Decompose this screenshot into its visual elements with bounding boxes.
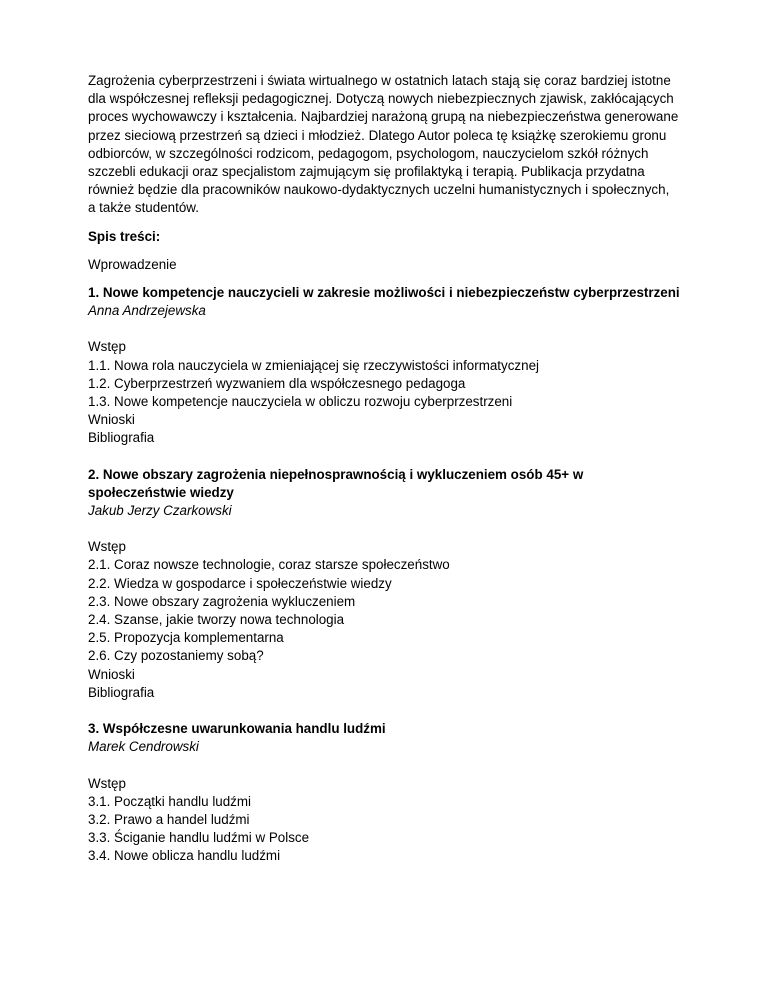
toc-entry: 1.1. Nowa rola nauczyciela w zmieniającej się rzeczywistości informatycznej	[88, 357, 539, 373]
toc-chapter	[88, 284, 680, 448]
toc-preface: Wprowadzenie	[88, 256, 177, 272]
toc-entry: 3.4. Nowe oblicza handlu ludźmi	[88, 848, 281, 864]
toc-entry: 3.2. Prawo a handel ludźmi	[88, 811, 250, 827]
toc-entry: Wstęp	[88, 539, 126, 555]
intro-paragraph: Zagrożenia cyberprzestrzeni i świata wirtualnego w ostatnich latach stają się coraz bardziej istotne dla współczesnej refleksji pedagogicznej. Dotyczą nowych niebezpiecznych zjawisk, zakłócających proces wychowawczy i kształcenia. Najbardziej narażoną grupą na niebezpieczeństwa generowane przez sieciową przestrzeń są dzieci i młodzież. Dlatego Autor poleca tę książkę szerokiemu gronu odbiorców, w szczególności rodzicom, pedagogom, psychologom, nauczycielom szkół różnych szczebli edukacji oraz specjalistom zajmującym się profilaktyką i terapią. Publikacja przydatna również będzie dla pracowników naukowo-dydaktycznych uczelni humanistycznych i społecznych, a także studentów.	[88, 73, 679, 216]
toc-entry: Wstęp	[88, 339, 126, 355]
toc-entry: 2.1. Coraz nowsze technologie, coraz starsze społeczeństwo	[88, 557, 450, 573]
toc-entry: 2.5. Propozycja komplementarna	[88, 630, 284, 646]
chapter-title: 1. Nowe kompetencje nauczycieli w zakresie możliwości i niebezpieczeństw cyberprzestrzeni	[88, 285, 680, 301]
toc-chapter	[88, 466, 680, 702]
toc-entry: 2.6. Czy pozostaniemy sobą?	[88, 648, 264, 664]
chapter-title: 2. Nowe obszary zagrożenia niepełnosprawnością i wykluczeniem osób 45+ w społeczeństwie wiedzy	[88, 466, 584, 500]
toc-entry: Wnioski	[88, 666, 135, 682]
toc-entry: 2.2. Wiedza w gospodarce i społeczeństwie wiedzy	[88, 575, 392, 591]
toc-entry: 3.1. Początki handlu ludźmi	[88, 793, 252, 809]
chapter-author: Anna Andrzejewska	[88, 303, 206, 319]
chapter-author: Marek Cendrowski	[88, 739, 199, 755]
toc-entry: 3.3. Ściganie handlu ludźmi w Polsce	[88, 830, 310, 846]
toc-entry: Wnioski	[88, 412, 135, 428]
toc-chapter	[88, 720, 680, 865]
chapter-author: Jakub Jerzy Czarkowski	[88, 503, 232, 519]
toc-entry: 1.2. Cyberprzestrzeń wyzwaniem dla współczesnego pedagoga	[88, 375, 466, 391]
toc-heading: Spis treści:	[88, 228, 161, 244]
toc-entry: 2.3. Nowe obszary zagrożenia wykluczeniem	[88, 593, 356, 609]
chapter-spacer	[88, 520, 680, 538]
document-page	[88, 72, 680, 884]
toc-entry: Bibliografia	[88, 430, 155, 446]
toc-entry: 1.3. Nowe kompetencje nauczyciela w obliczu rozwoju cyberprzestrzeni	[88, 394, 513, 410]
toc-entry: Wstęp	[88, 775, 126, 791]
chapter-title: 3. Współczesne uwarunkowania handlu ludźmi	[88, 721, 386, 737]
chapter-spacer	[88, 320, 680, 338]
toc-chapters	[88, 284, 680, 865]
chapter-spacer	[88, 757, 680, 775]
toc-entry: 2.4. Szanse, jakie tworzy nowa technologia	[88, 612, 345, 628]
toc-entry: Bibliografia	[88, 684, 155, 700]
